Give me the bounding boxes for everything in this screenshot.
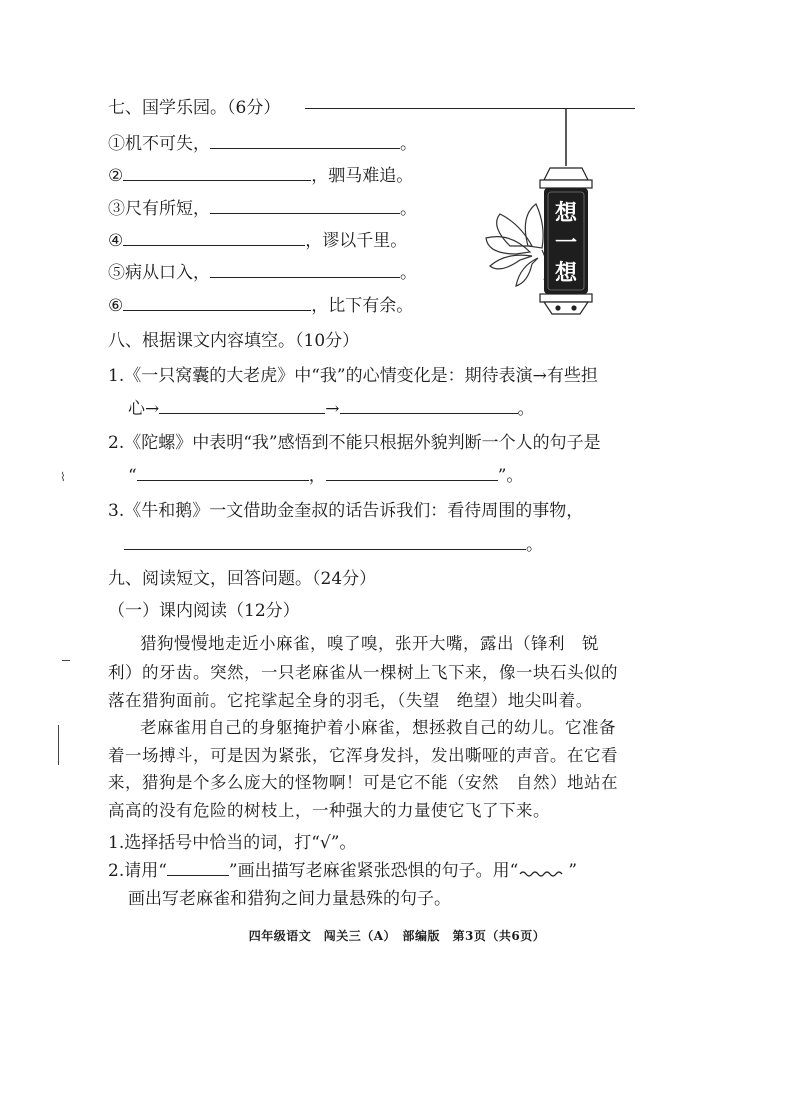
lantern-char-1: 想 <box>554 200 578 226</box>
lotus-lantern-icon <box>480 96 640 326</box>
passage-line: 高高的没有危险的树枝上，一种强大的力量使它飞了下来。 <box>108 801 550 820</box>
answer-blank[interactable] <box>123 231 305 246</box>
q9-1: 1.选择括号中恰当的词，打“√”。 <box>108 833 357 853</box>
passage-line: 落在猎狗面前。它挓挲起全身的羽毛，（失望 绝望）地尖叫着。 <box>108 691 593 710</box>
answer-blank[interactable] <box>210 134 400 149</box>
wavy-underline-sample <box>518 866 568 878</box>
answer-blank[interactable] <box>326 466 498 481</box>
margin-mark: ⌇ <box>60 470 66 484</box>
q8-1-line2: 心→ → 。 <box>128 399 535 419</box>
section9-title: 九、阅读短文，回答问题。（24分） <box>108 569 377 589</box>
idiom-item-1: ①机不可失， 。 <box>108 134 417 154</box>
lantern-char-2: 一 <box>554 230 578 256</box>
q8-2-line2: “ ， ”。 <box>128 466 524 486</box>
idiom-item-3: ③尺有所短， 。 <box>108 199 417 219</box>
answer-blank[interactable] <box>159 399 325 414</box>
answer-blank[interactable] <box>210 199 400 214</box>
section8-title: 八、根据课文内容填空。（10分） <box>108 331 360 351</box>
passage-line: 利）的牙齿。突然，一只老麻雀从一棵树上飞下来，像一块石头似的 <box>108 663 618 682</box>
q8-2-line1: 2.《陀螺》中表明“我”感悟到不能只根据外貌判断一个人的句子是 <box>108 433 601 453</box>
idiom-item-5: ⑤病从口入， 。 <box>108 263 417 283</box>
q9-2-line2: 画出写老麻雀和猎狗之间力量悬殊的句子。 <box>128 889 451 909</box>
margin-tick <box>58 725 77 765</box>
answer-blank[interactable] <box>124 535 526 550</box>
straight-underline-sample <box>167 865 229 876</box>
idiom-item-6: ⑥ ，比下有余。 <box>108 296 414 316</box>
passage-line: 着一场搏斗，可是因为紧张，它浑身发抖，发出嘶哑的声音。在它看 <box>108 746 618 765</box>
answer-blank[interactable] <box>340 399 518 414</box>
passage-line: 老麻雀用自己的身躯掩护着小麻雀，想拯救自己的幼儿。它准备 <box>140 718 616 737</box>
passage-line: 猎狗慢慢地走近小麻雀，嗅了嗅，张开大嘴，露出（锋利 锐 <box>140 634 599 653</box>
answer-blank[interactable] <box>137 466 309 481</box>
section9-subtitle: （一）课内阅读（12分） <box>108 601 300 621</box>
lantern-char-3: 想 <box>554 260 578 286</box>
passage-line: 来，猎狗是个多么庞大的怪物啊！可是它不能（安然 自然）地站在 <box>108 773 618 792</box>
idiom-item-2: ② ，驷马难追。 <box>108 166 414 186</box>
q8-1-line1: 1.《一只窝囊的大老虎》中“我”的心情变化是：期待表演→有些担 <box>108 366 598 386</box>
margin-tick <box>62 660 70 661</box>
q9-2-line1: 2.请用“ ”画出描写老麻雀紧张恐惧的句子。用“ ” <box>108 861 578 881</box>
section7-title: 七、国学乐园。（6分） <box>108 98 281 118</box>
answer-blank[interactable] <box>123 166 311 181</box>
q8-3-line2: 。 <box>124 534 543 556</box>
idiom-item-4: ④ ，谬以千里。 <box>108 231 408 251</box>
q8-3-line1: 3.《牛和鹅》一文借助金奎叔的话告诉我们：看待周围的事物， <box>108 501 584 521</box>
answer-blank[interactable] <box>210 263 400 278</box>
page-footer: 四年级语文 闯关三（A） 部编版 第3页（共6页） <box>248 929 546 943</box>
answer-blank[interactable] <box>123 296 311 311</box>
